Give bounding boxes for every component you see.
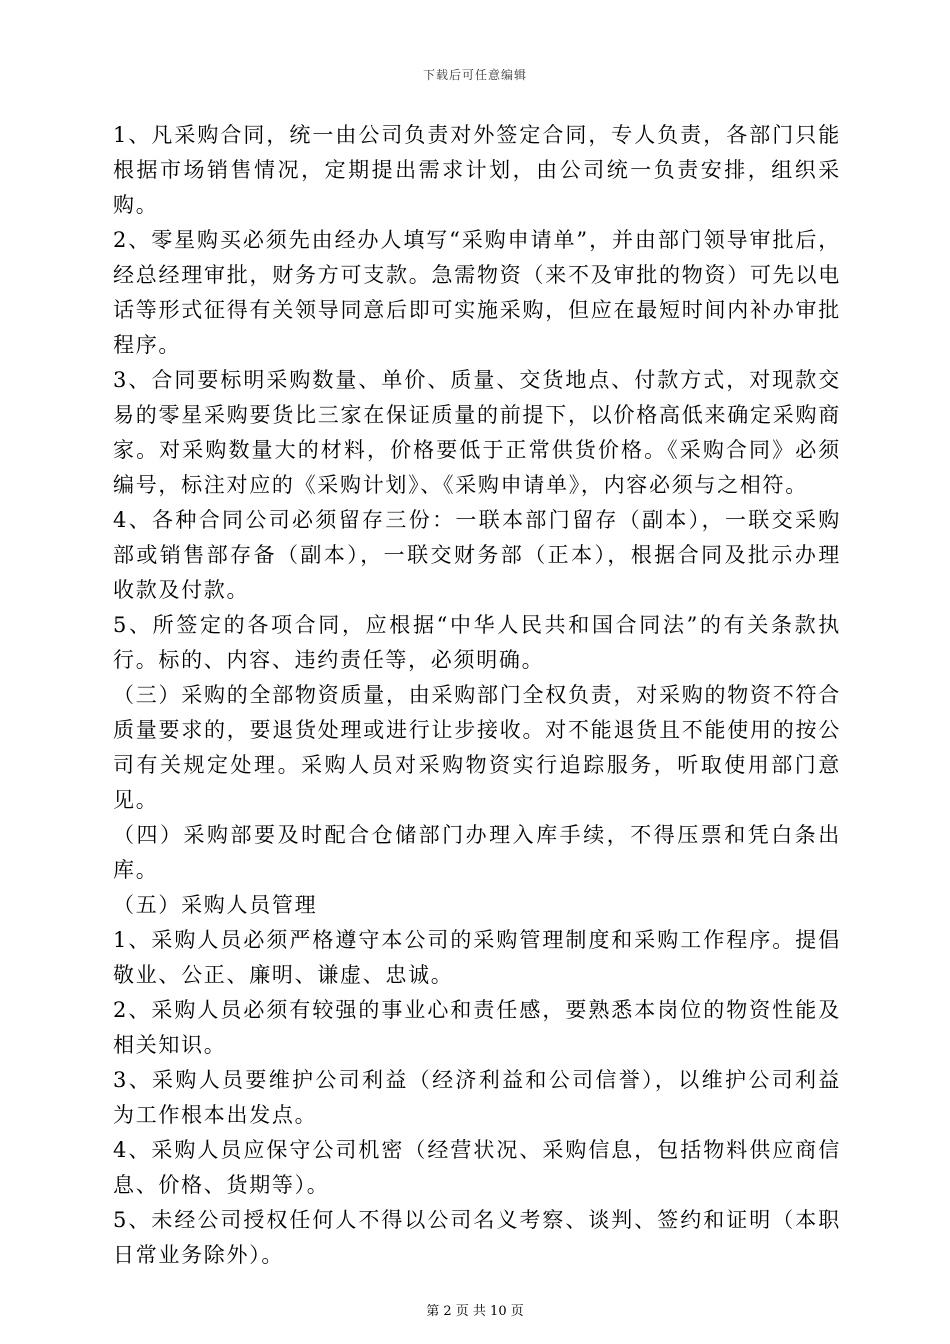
clause-4: 4、各种合同公司必须留存三份：一联本部门留存（副本），一联交采购部或销售部存备（副本），一联交财务部（正本），根据合同及批示办理收款及付款。 xyxy=(113,508,841,602)
clause-3: 3、合同要标明采购数量、单价、质量、交货地点、付款方式，对现款交易的零星采购要货比三家在保证质量的前提下，以价格高低来确定采购商家。对采购数量大的材料，价格要低于正常供货价格。《采购合同》必须编号，标注对应的《采购计划》、《采购申请单》，内容必须与之相符。 xyxy=(113,368,841,497)
clause-1: 1、凡采购合同，统一由公司负责对外签定合同，专人负责，各部门只能根据市场销售情况，定期提出需求计划，由公司统一负责安排，组织采购。 xyxy=(113,123,841,217)
staff-rule-2: 2、采购人员必须有较强的事业心和责任感，要熟悉本岗位的物资性能及相关知识。 xyxy=(113,998,841,1057)
clause-2: 2、零星购买必须先由经办人填写“采购申请单”，并由部门领导审批后，经总经理审批，财务方可支款。急需物资（来不及审批的物资）可先以电话等形式征得有关领导同意后即可实施采购，但应在最短时间内补办审批程序。 xyxy=(113,228,841,357)
section-4-warehousing: （四）采购部要及时配合仓储部门办理入库手续，不得压票和凭白条出库。 xyxy=(113,823,841,882)
staff-rule-5: 5、未经公司授权任何人不得以公司名义考察、谈判、签约和证明（本职日常业务除外）。 xyxy=(113,1208,841,1267)
page-header: 下载后可任意编辑 xyxy=(422,68,527,82)
staff-rule-3: 3、采购人员要维护公司利益（经济利益和公司信誉），以维护公司利益为工作根本出发点。 xyxy=(113,1068,841,1127)
section-5-heading: （五）采购人员管理 xyxy=(113,893,318,917)
clause-5: 5、所签定的各项合同，应根据“中华人民共和国合同法”的有关条款执行。标的、内容、违约责任等，必须明确。 xyxy=(113,613,841,672)
section-3-quality: （三）采购的全部物资质量，由采购部门全权负责，对采购的物资不符合质量要求的，要退货处理或进行让步接收。对不能退货且不能使用的按公司有关规定处理。采购人员对采购物资实行追踪服务，听取使用部门意见。 xyxy=(113,683,841,812)
document-body xyxy=(113,118,841,1273)
staff-rule-1: 1、采购人员必须严格遵守本公司的采购管理制度和采购工作程序。提倡敬业、公正、廉明、谦虚、忠诚。 xyxy=(113,928,841,987)
staff-rule-4: 4、采购人员应保守公司机密（经营状况、采购信息，包括物料供应商信息、价格、货期等）。 xyxy=(113,1138,841,1197)
page-footer: 第 2 页 共 10 页 xyxy=(426,1304,524,1319)
